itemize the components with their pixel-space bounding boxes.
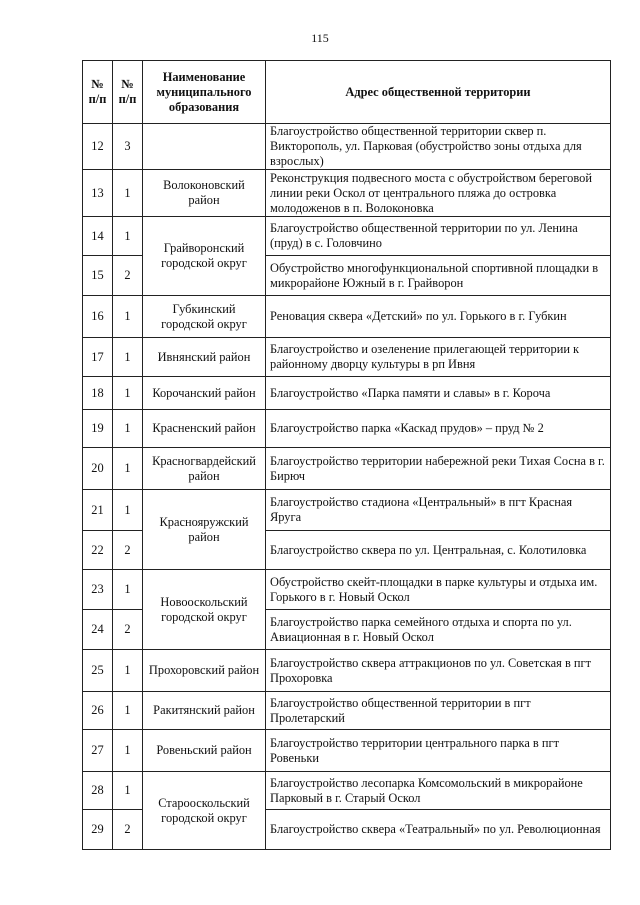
- row-municipality: Грайворонский городской округ: [143, 217, 266, 296]
- table-row: [83, 170, 611, 217]
- row-address: Благоустройство парка семейного отдыха и спорта по ул. Авиационная в г. Новый Оскол: [266, 610, 611, 650]
- row-sub-num: 1: [113, 570, 143, 610]
- row-municipality: [143, 124, 266, 170]
- row-sub-num: 2: [113, 256, 143, 296]
- row-address: Благоустройство территории набережной реки Тихая Сосна в г. Бирюч: [266, 448, 611, 490]
- territories-table: [82, 60, 611, 850]
- row-address: Благоустройство и озеленение прилегающей территории к районному дворцу культуры в рп Ивня: [266, 338, 611, 377]
- row-sub-num: 1: [113, 377, 143, 410]
- row-sub-num: 2: [113, 610, 143, 650]
- table-row: [83, 338, 611, 377]
- row-num: 18: [83, 377, 113, 410]
- row-sub-num: 1: [113, 170, 143, 217]
- row-address: Благоустройство общественной территории по ул. Ленина (пруд) в с. Головчино: [266, 217, 611, 256]
- row-num: 21: [83, 490, 113, 531]
- row-sub-num: 1: [113, 730, 143, 772]
- table-row: [83, 448, 611, 490]
- page-number: 115: [311, 31, 329, 45]
- row-address: Благоустройство стадиона «Центральный» в пгт Красная Яруга: [266, 490, 611, 531]
- row-municipality: Прохоровский район: [143, 650, 266, 692]
- row-sub-num: 2: [113, 531, 143, 570]
- row-municipality: Красногвардейский район: [143, 448, 266, 490]
- row-address: Благоустройство лесопарка Комсомольский в микрорайоне Парковый в г. Старый Оскол: [266, 772, 611, 810]
- row-address: Благоустройство общественной территории сквер п. Викторополь, ул. Парковая (обустройство зоны отдыха для взрослых): [266, 124, 611, 170]
- row-num: 17: [83, 338, 113, 377]
- row-address: Обустройство многофункциональной спортивной площадки в микрорайоне Южный в г. Грайворон: [266, 256, 611, 296]
- row-num: 26: [83, 692, 113, 730]
- row-address: Благоустройство общественной территории в пгт Пролетарский: [266, 692, 611, 730]
- row-sub-num: 1: [113, 772, 143, 810]
- row-sub-num: 1: [113, 650, 143, 692]
- row-address: Благоустройство сквера по ул. Центральная, с. Колотиловка: [266, 531, 611, 570]
- row-num: 29: [83, 810, 113, 850]
- table-row: [83, 377, 611, 410]
- row-municipality: Корочанский район: [143, 377, 266, 410]
- row-address: Обустройство скейт-площадки в парке культуры и отдыха им. Горького в г. Новый Оскол: [266, 570, 611, 610]
- row-municipality: Красненский район: [143, 410, 266, 448]
- row-sub-num: 1: [113, 692, 143, 730]
- row-sub-num: 1: [113, 217, 143, 256]
- row-sub-num: 1: [113, 410, 143, 448]
- row-municipality: Ровеньский район: [143, 730, 266, 772]
- row-num: 22: [83, 531, 113, 570]
- row-address: Благоустройство территории центрального парка в пгт Ровеньки: [266, 730, 611, 772]
- header-municipality: Наименование муниципального образования: [143, 61, 266, 124]
- row-num: 12: [83, 124, 113, 170]
- table-row: [83, 570, 611, 610]
- row-num: 19: [83, 410, 113, 448]
- row-municipality: Старооскольский городской округ: [143, 772, 266, 850]
- row-address: Реновация сквера «Детский» по ул. Горького в г. Губкин: [266, 296, 611, 338]
- table-row: [83, 124, 611, 170]
- table-row: [83, 296, 611, 338]
- row-num: 28: [83, 772, 113, 810]
- row-municipality: Ивнянский район: [143, 338, 266, 377]
- row-municipality: Ракитянский район: [143, 692, 266, 730]
- row-address: Благоустройство сквера «Театральный» по ул. Революционная: [266, 810, 611, 850]
- row-municipality: Новооскольский городской округ: [143, 570, 266, 650]
- table-header-row: [83, 61, 611, 124]
- row-sub-num: 1: [113, 296, 143, 338]
- row-num: 15: [83, 256, 113, 296]
- row-sub-num: 3: [113, 124, 143, 170]
- row-sub-num: 1: [113, 490, 143, 531]
- row-municipality: Губкинский городской округ: [143, 296, 266, 338]
- table-row: [83, 772, 611, 810]
- row-num: 24: [83, 610, 113, 650]
- row-municipality: Волоконовский район: [143, 170, 266, 217]
- table-row: [83, 730, 611, 772]
- table-row: [83, 217, 611, 256]
- row-address: Благоустройство парка «Каскад прудов» – пруд № 2: [266, 410, 611, 448]
- row-sub-num: 1: [113, 448, 143, 490]
- row-num: 13: [83, 170, 113, 217]
- row-num: 23: [83, 570, 113, 610]
- table-row: [83, 692, 611, 730]
- row-sub-num: 1: [113, 338, 143, 377]
- row-num: 27: [83, 730, 113, 772]
- table-row: [83, 410, 611, 448]
- row-address: Благоустройство сквера аттракционов по ул. Советская в пгт Прохоровка: [266, 650, 611, 692]
- row-sub-num: 2: [113, 810, 143, 850]
- row-num: 25: [83, 650, 113, 692]
- row-num: 14: [83, 217, 113, 256]
- row-address: Благоустройство «Парка памяти и славы» в г. Короча: [266, 377, 611, 410]
- row-municipality: Краснояружский район: [143, 490, 266, 570]
- header-sub-num: № п/п: [113, 61, 143, 124]
- header-address: Адрес общественной территории: [266, 61, 611, 124]
- row-address: Реконструкция подвесного моста с обустройством береговой линии реки Оскол от центрального пляжа до островка молодоженов в п. Волоконовка: [266, 170, 611, 217]
- row-num: 16: [83, 296, 113, 338]
- row-num: 20: [83, 448, 113, 490]
- table-row: [83, 490, 611, 531]
- table-row: [83, 650, 611, 692]
- header-num: № п/п: [83, 61, 113, 124]
